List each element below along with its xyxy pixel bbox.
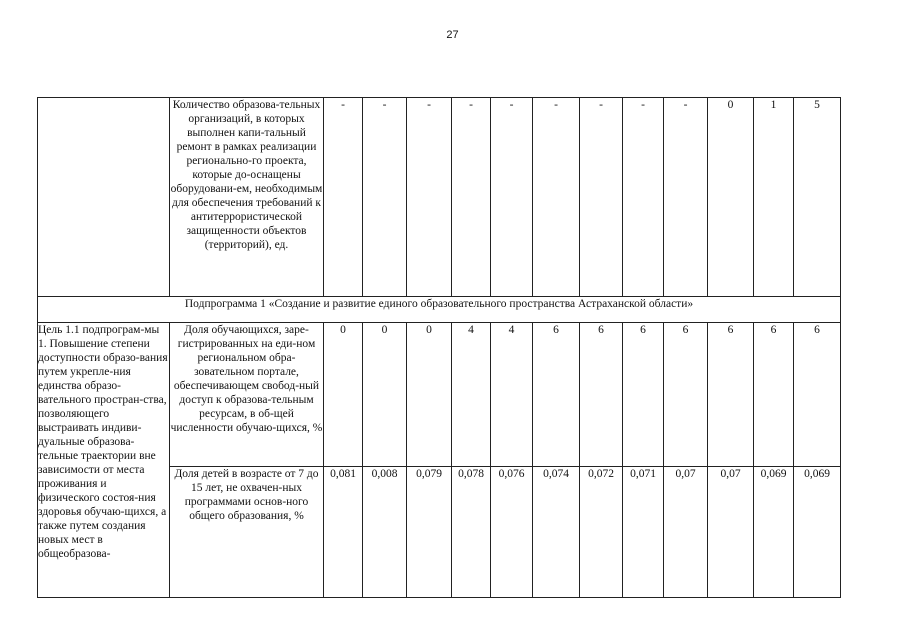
value-cell: 6 [623, 323, 664, 467]
value-cell: 0 [708, 98, 754, 297]
indicators-table [37, 97, 841, 598]
value-cell: - [407, 98, 452, 297]
value-cell: 0,072 [580, 467, 623, 598]
value-cell: 6 [754, 323, 794, 467]
subprogram-title: Подпрограмма 1 «Создание и развитие единого образовательного пространства Астраханской области» [38, 297, 841, 323]
value-cell: 0 [407, 323, 452, 467]
value-cell: 6 [580, 323, 623, 467]
value-cell: 0,078 [452, 467, 491, 598]
indicator-description: Доля обучающихся, заре-гистрированных на еди-ном региональном обра-зовательном портале, обеспечивающем свобод-ный доступ к образова-тельным ресурсам, в об-щей численности обучаю-щихся, % [170, 323, 324, 467]
value-cell: 4 [491, 323, 533, 467]
value-cell: 5 [794, 98, 841, 297]
value-cell: - [363, 98, 407, 297]
value-cell: 0 [324, 323, 363, 467]
page-number: 27 [446, 29, 459, 41]
table-row-portal-share [38, 323, 841, 467]
indicator-description: Доля детей в возрасте от 7 до 15 лет, не охвачен-ных программами основ-ного общего образования, % [170, 467, 324, 598]
value-cell: 0,074 [533, 467, 580, 598]
value-cell: 4 [452, 323, 491, 467]
value-cell: 0,081 [324, 467, 363, 598]
value-cell: 0,079 [407, 467, 452, 598]
value-cell: - [452, 98, 491, 297]
value-cell: - [580, 98, 623, 297]
value-cell: - [664, 98, 708, 297]
value-cell: 0,008 [363, 467, 407, 598]
value-cell: 0,07 [664, 467, 708, 598]
value-cell: - [533, 98, 580, 297]
value-cell: - [623, 98, 664, 297]
value-cell: 0,071 [623, 467, 664, 598]
value-cell: 0,069 [794, 467, 841, 598]
value-cell: - [324, 98, 363, 297]
value-cell: 0 [363, 323, 407, 467]
value-cell: 1 [754, 98, 794, 297]
value-cell: 6 [708, 323, 754, 467]
empty-goal-cell [38, 98, 170, 297]
value-cell: 0,076 [491, 467, 533, 598]
value-cell: 6 [533, 323, 580, 467]
table-row-anti-terror-orgs [38, 98, 841, 297]
goal-description: Цель 1.1 подпрограм-мы 1. Повышение степени доступности образо-вания путем укрепле-ния единства образо-вательного простран-ства, позволяющего выстраивать индиви-дуальные образова-тельные траектории вне зависимости от места проживания и физического состоя-ния здоровья обучаю-щихся, а также путем создания новых мест в общеобразова- [38, 323, 170, 598]
value-cell: - [491, 98, 533, 297]
subprogram-header-row [38, 297, 841, 323]
indicator-description: Количество образова-тельных организаций, в которых выполнен капи-тальный ремонт в рамках реализации регионально-го проекта, которые до-оснащены оборудовани-ем, необходимым для обеспечения требований к антитеррористической защищенности объектов (территорий), ед. [170, 98, 324, 297]
value-cell: 6 [664, 323, 708, 467]
value-cell: 0,07 [708, 467, 754, 598]
value-cell: 6 [794, 323, 841, 467]
value-cell: 0,069 [754, 467, 794, 598]
